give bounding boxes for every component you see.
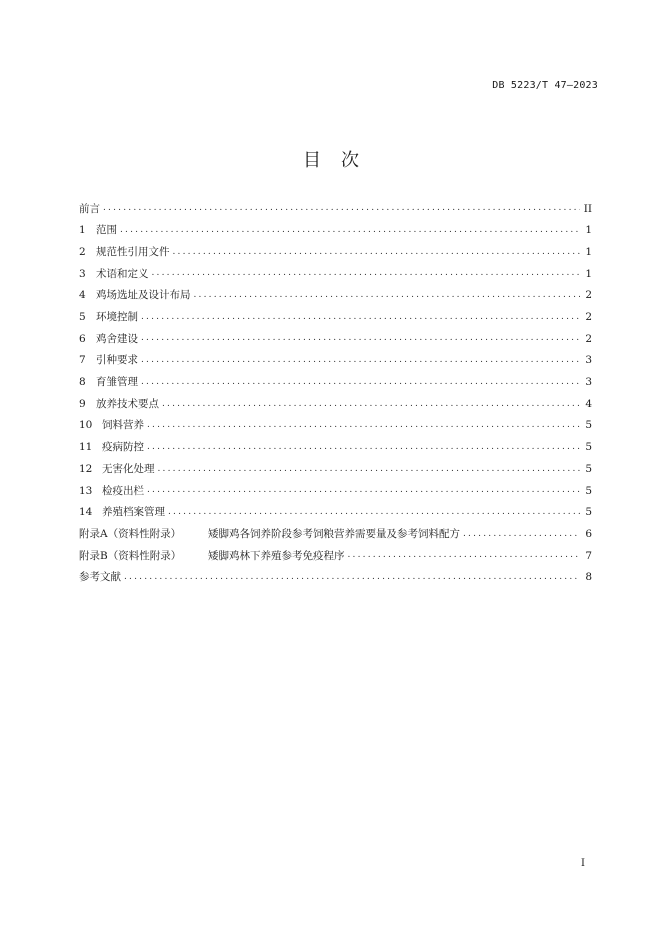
toc-entry-number: 1 bbox=[79, 224, 86, 237]
toc-entry-page: 2 bbox=[585, 289, 592, 302]
toc-entry-page: 6 bbox=[585, 527, 592, 540]
dot-leader bbox=[168, 508, 580, 517]
dot-leader bbox=[103, 204, 580, 213]
toc-entry-number: 12 bbox=[79, 462, 93, 475]
toc-entry-page: 5 bbox=[585, 441, 592, 454]
document-code: DB 5223/T 47—2023 bbox=[492, 80, 598, 91]
dot-leader bbox=[152, 269, 581, 278]
toc-entry-label: 规范性引用文件 bbox=[96, 245, 170, 258]
toc-entry-page: 3 bbox=[585, 376, 592, 389]
toc-entry-label: 环境控制 bbox=[96, 311, 138, 324]
toc-entry-13[interactable] bbox=[79, 480, 592, 502]
toc-entry-page: 7 bbox=[585, 549, 592, 562]
toc-entry-page: 1 bbox=[585, 267, 592, 280]
toc-entry-label: 放养技术要点 bbox=[96, 397, 159, 410]
page-title: 目次 bbox=[303, 150, 379, 171]
toc-entry-page: 2 bbox=[585, 332, 592, 345]
toc-entry-number: 4 bbox=[79, 289, 86, 302]
toc-entry-page: 8 bbox=[585, 571, 592, 584]
table-of-contents bbox=[79, 198, 592, 588]
dot-leader bbox=[141, 334, 580, 343]
toc-entry-10[interactable] bbox=[79, 415, 592, 437]
toc-entry-label: 检疫出栏 bbox=[102, 484, 144, 497]
toc-entry-page: 1 bbox=[585, 224, 592, 237]
page-number: I bbox=[581, 858, 585, 869]
dot-leader bbox=[141, 356, 580, 365]
dot-leader bbox=[158, 465, 581, 474]
dot-leader bbox=[162, 400, 580, 409]
toc-entry-number: 5 bbox=[79, 311, 86, 324]
toc-entry-label: 育雏管理 bbox=[96, 376, 138, 389]
dot-leader bbox=[141, 313, 580, 322]
toc-entry-label: 养殖档案管理 bbox=[102, 506, 165, 519]
dot-leader bbox=[348, 551, 581, 560]
toc-entry-label: 范围 bbox=[96, 224, 117, 237]
dot-leader bbox=[120, 226, 580, 235]
toc-entry-1[interactable] bbox=[79, 220, 592, 242]
toc-entry-14[interactable] bbox=[79, 502, 592, 524]
toc-entry-3[interactable] bbox=[79, 263, 592, 285]
toc-entry-number: 6 bbox=[79, 332, 86, 345]
toc-entry-label: 矮脚鸡林下养殖参考免疫程序 bbox=[208, 549, 345, 562]
toc-entry-appendix-a[interactable] bbox=[79, 523, 592, 545]
toc-entry-9[interactable] bbox=[79, 393, 592, 415]
dot-leader bbox=[141, 378, 580, 387]
toc-entry-page: 4 bbox=[585, 397, 592, 410]
toc-entry-11[interactable] bbox=[79, 437, 592, 459]
toc-entry-label: 参考文献 bbox=[79, 571, 121, 584]
toc-entry-label: 鸡舍建设 bbox=[96, 332, 138, 345]
toc-entry-4[interactable] bbox=[79, 285, 592, 307]
toc-entry-5[interactable] bbox=[79, 306, 592, 328]
toc-entry-page: 1 bbox=[585, 245, 592, 258]
dot-leader bbox=[173, 248, 581, 257]
toc-entry-number: 9 bbox=[79, 397, 86, 410]
toc-entry-references[interactable] bbox=[79, 567, 592, 589]
toc-entry-label: 无害化处理 bbox=[102, 462, 155, 475]
toc-entry-page: 2 bbox=[585, 311, 592, 324]
toc-entry-page: 5 bbox=[585, 484, 592, 497]
dot-leader bbox=[147, 486, 580, 495]
toc-entry-page: II bbox=[583, 202, 592, 215]
toc-entry-page: 5 bbox=[585, 462, 592, 475]
toc-entry-appendix-b[interactable] bbox=[79, 545, 592, 567]
toc-entry-6[interactable] bbox=[79, 328, 592, 350]
toc-entry-number: 8 bbox=[79, 376, 86, 389]
toc-entry-page: 5 bbox=[585, 419, 592, 432]
toc-entry-label: 鸡场选址及设计布局 bbox=[96, 289, 191, 302]
toc-entry-label: 疫病防控 bbox=[102, 441, 144, 454]
dot-leader bbox=[463, 530, 580, 539]
toc-entry-number: 7 bbox=[79, 354, 86, 367]
dot-leader bbox=[147, 443, 580, 452]
toc-entry-number: 14 bbox=[79, 506, 93, 519]
toc-entry-2[interactable] bbox=[79, 241, 592, 263]
toc-entry-number: 13 bbox=[79, 484, 93, 497]
dot-leader bbox=[124, 573, 580, 582]
toc-entry-number: 11 bbox=[79, 441, 93, 454]
toc-entry-7[interactable] bbox=[79, 350, 592, 372]
toc-entry-page: 3 bbox=[585, 354, 592, 367]
toc-entry-8[interactable] bbox=[79, 372, 592, 394]
toc-entry-number: 10 bbox=[79, 419, 93, 432]
toc-entry-page: 5 bbox=[585, 506, 592, 519]
toc-entry-label: 矮脚鸡各饲养阶段参考饲粮营养需要量及参考饲料配方 bbox=[208, 527, 460, 540]
toc-entry-number: 附录B（资料性附录） bbox=[79, 549, 182, 562]
toc-entry-number: 附录A（资料性附录） bbox=[79, 527, 182, 540]
toc-entry-number: 2 bbox=[79, 245, 86, 258]
toc-entry-label: 前言 bbox=[79, 202, 100, 215]
dot-leader bbox=[194, 291, 581, 300]
toc-entry-foreword[interactable] bbox=[79, 198, 592, 220]
toc-entry-label: 引种要求 bbox=[96, 354, 138, 367]
toc-entry-label: 饲料营养 bbox=[102, 419, 144, 432]
toc-entry-label: 术语和定义 bbox=[96, 267, 149, 280]
toc-entry-number: 3 bbox=[79, 267, 86, 280]
dot-leader bbox=[147, 421, 580, 430]
toc-entry-12[interactable] bbox=[79, 458, 592, 480]
